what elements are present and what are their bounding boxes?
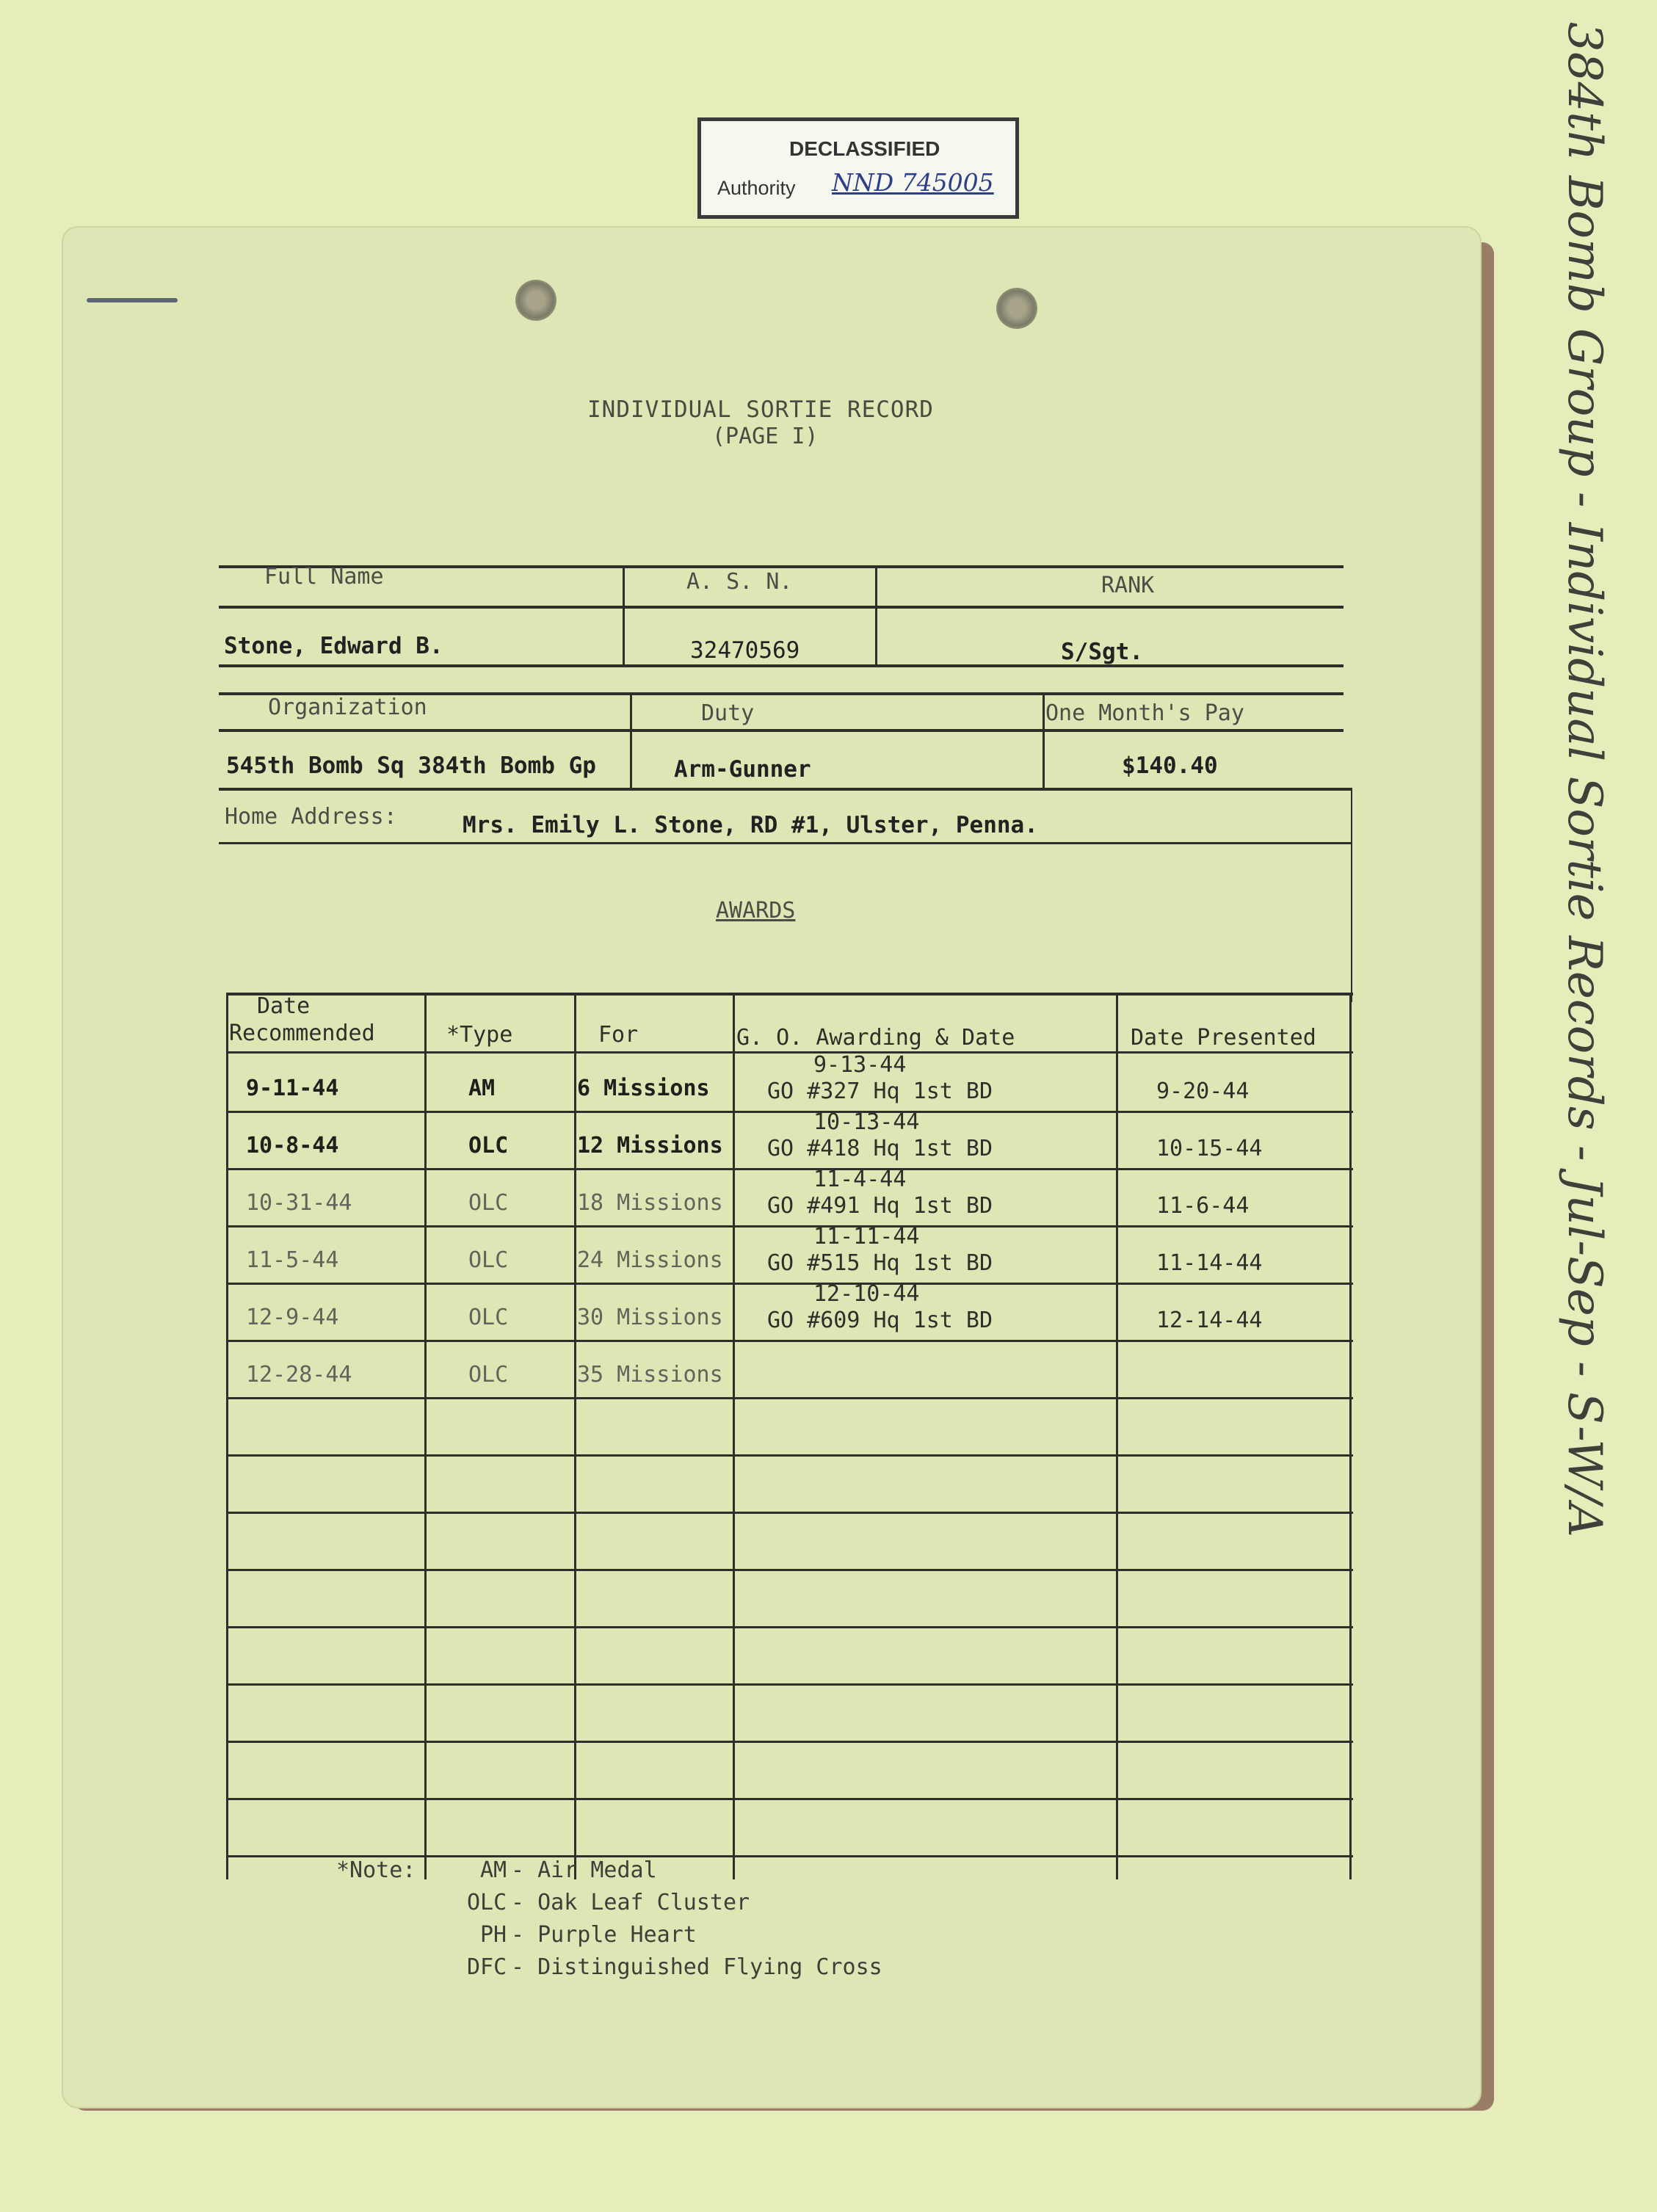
row-go-date: 12-10-44 — [813, 1281, 920, 1307]
note-text: - Air Medal — [511, 1857, 657, 1883]
row-for: 24 Missions — [577, 1247, 723, 1273]
row-go: GO #515 Hq 1st BD — [767, 1250, 993, 1276]
header-recommended: Recommended — [229, 1020, 375, 1046]
note-code: AM — [480, 1857, 507, 1883]
table-column-line — [1116, 993, 1118, 1879]
table-column-line — [733, 993, 735, 1879]
row-type: OLC — [468, 1247, 509, 1273]
note-text: - Purple Heart — [511, 1922, 697, 1948]
row-type: OLC — [468, 1133, 509, 1158]
pay-value: $140.40 — [1122, 753, 1218, 779]
grid-line — [623, 567, 625, 666]
row-go: GO #491 Hq 1st BD — [767, 1193, 993, 1219]
row-go: GO #418 Hq 1st BD — [767, 1136, 993, 1161]
staple — [87, 298, 178, 302]
table-column-line — [1349, 993, 1352, 1879]
table-row-line — [226, 1168, 1353, 1170]
punch-hole-right — [996, 288, 1037, 329]
row-for: 18 Missions — [577, 1190, 723, 1216]
table-row-line — [226, 1741, 1353, 1743]
address-label: Home Address: — [225, 804, 397, 830]
row-go-date: 9-13-44 — [813, 1052, 907, 1078]
row-go-date: 10-13-44 — [813, 1109, 920, 1135]
punch-hole-left — [515, 280, 556, 321]
asn-value: 32470569 — [690, 637, 800, 664]
row-for: 6 Missions — [577, 1076, 710, 1101]
grid-line — [219, 565, 1344, 568]
pay-label: One Month's Pay — [1045, 700, 1244, 726]
grid-line — [219, 842, 1352, 844]
organization-label: Organization — [268, 695, 427, 720]
duty-value: Arm-Gunner — [674, 756, 811, 783]
row-date: 12-28-44 — [246, 1362, 352, 1388]
table-column-line — [424, 993, 427, 1879]
sortie-record-page — [63, 228, 1480, 2107]
table-header-line — [226, 1051, 1353, 1054]
table-row-line — [226, 1111, 1353, 1113]
row-go: GO #327 Hq 1st BD — [767, 1078, 993, 1104]
archive-handwritten-note: 384th Bomb Group - Individual Sortie Records - Jul-Sep - S-W/A — [1557, 22, 1611, 1537]
row-type: OLC — [468, 1362, 509, 1388]
full-name-value: Stone, Edward B. — [224, 633, 443, 659]
stamp-authority-label: Authority — [717, 177, 796, 199]
note-code: PH — [480, 1922, 507, 1948]
header-for: For — [598, 1022, 639, 1048]
row-for: 12 Missions — [577, 1133, 723, 1158]
form-title: INDIVIDUAL SORTIE RECORD — [587, 396, 934, 423]
row-presented: 10-15-44 — [1156, 1136, 1263, 1161]
asn-label: A. S. N. — [686, 569, 793, 595]
row-presented: 11-14-44 — [1156, 1250, 1263, 1276]
grid-line — [219, 664, 1344, 667]
stamp-authority-value: NND 745005 — [832, 168, 994, 197]
stamp-heading: DECLASSIFIED — [789, 137, 940, 160]
note-label: *Note: — [336, 1857, 416, 1883]
row-date: 12-9-44 — [246, 1305, 339, 1330]
row-type: AM — [468, 1076, 496, 1101]
row-go-date: 11-11-44 — [813, 1224, 920, 1250]
note-text: - Distinguished Flying Cross — [511, 1954, 882, 1980]
address-value: Mrs. Emily L. Stone, RD #1, Ulster, Penna. — [463, 812, 1038, 838]
grid-line — [1351, 789, 1352, 1002]
table-column-line — [574, 993, 576, 1879]
grid-line — [219, 729, 1344, 732]
note-code: DFC — [467, 1954, 507, 1980]
organization-value: 545th Bomb Sq 384th Bomb Gp — [226, 753, 596, 779]
table-row-line — [226, 1626, 1353, 1628]
row-go: GO #609 Hq 1st BD — [767, 1308, 993, 1333]
row-for: 30 Missions — [577, 1305, 723, 1330]
grid-line — [1043, 694, 1045, 788]
row-date: 10-8-44 — [246, 1133, 339, 1158]
full-name-label: Full Name — [264, 564, 384, 590]
table-row-line — [226, 1340, 1353, 1342]
note-text: - Oak Leaf Cluster — [511, 1890, 750, 1915]
row-type: OLC — [468, 1190, 509, 1216]
header-date: Date — [257, 993, 311, 1019]
grid-line — [219, 606, 1344, 609]
row-date: 10-31-44 — [246, 1190, 352, 1216]
row-go-date: 11-4-44 — [813, 1167, 907, 1192]
row-date: 9-11-44 — [246, 1076, 339, 1101]
row-presented: 11-6-44 — [1156, 1193, 1250, 1219]
row-presented: 9-20-44 — [1156, 1078, 1250, 1104]
form-subtitle: (PAGE I) — [712, 424, 819, 449]
header-presented: Date Presented — [1131, 1025, 1316, 1051]
table-row-line — [226, 1283, 1353, 1285]
table-top-line — [226, 993, 1353, 996]
declassified-stamp — [697, 117, 1019, 219]
table-row-line — [226, 1454, 1353, 1457]
table-row-line — [226, 1225, 1353, 1228]
row-presented: 12-14-44 — [1156, 1308, 1263, 1333]
table-row-line — [226, 1569, 1353, 1571]
grid-line — [219, 788, 1352, 791]
table-row-line — [226, 1512, 1353, 1514]
row-type: OLC — [468, 1305, 509, 1330]
note-code: OLC — [467, 1890, 507, 1915]
row-for: 35 Missions — [577, 1362, 723, 1388]
table-row-line — [226, 1798, 1353, 1800]
rank-value: S/Sgt. — [1061, 639, 1143, 665]
header-go: G. O. Awarding & Date — [736, 1025, 1015, 1051]
table-row-line — [226, 1397, 1353, 1399]
grid-line — [630, 694, 632, 788]
table-column-line — [226, 993, 228, 1879]
rank-label: RANK — [1101, 573, 1155, 598]
row-date: 11-5-44 — [246, 1247, 339, 1273]
header-type: *Type — [446, 1022, 513, 1048]
awards-heading: AWARDS — [716, 898, 796, 924]
duty-label: Duty — [701, 700, 755, 726]
grid-line — [875, 567, 877, 666]
table-row-line — [226, 1683, 1353, 1686]
